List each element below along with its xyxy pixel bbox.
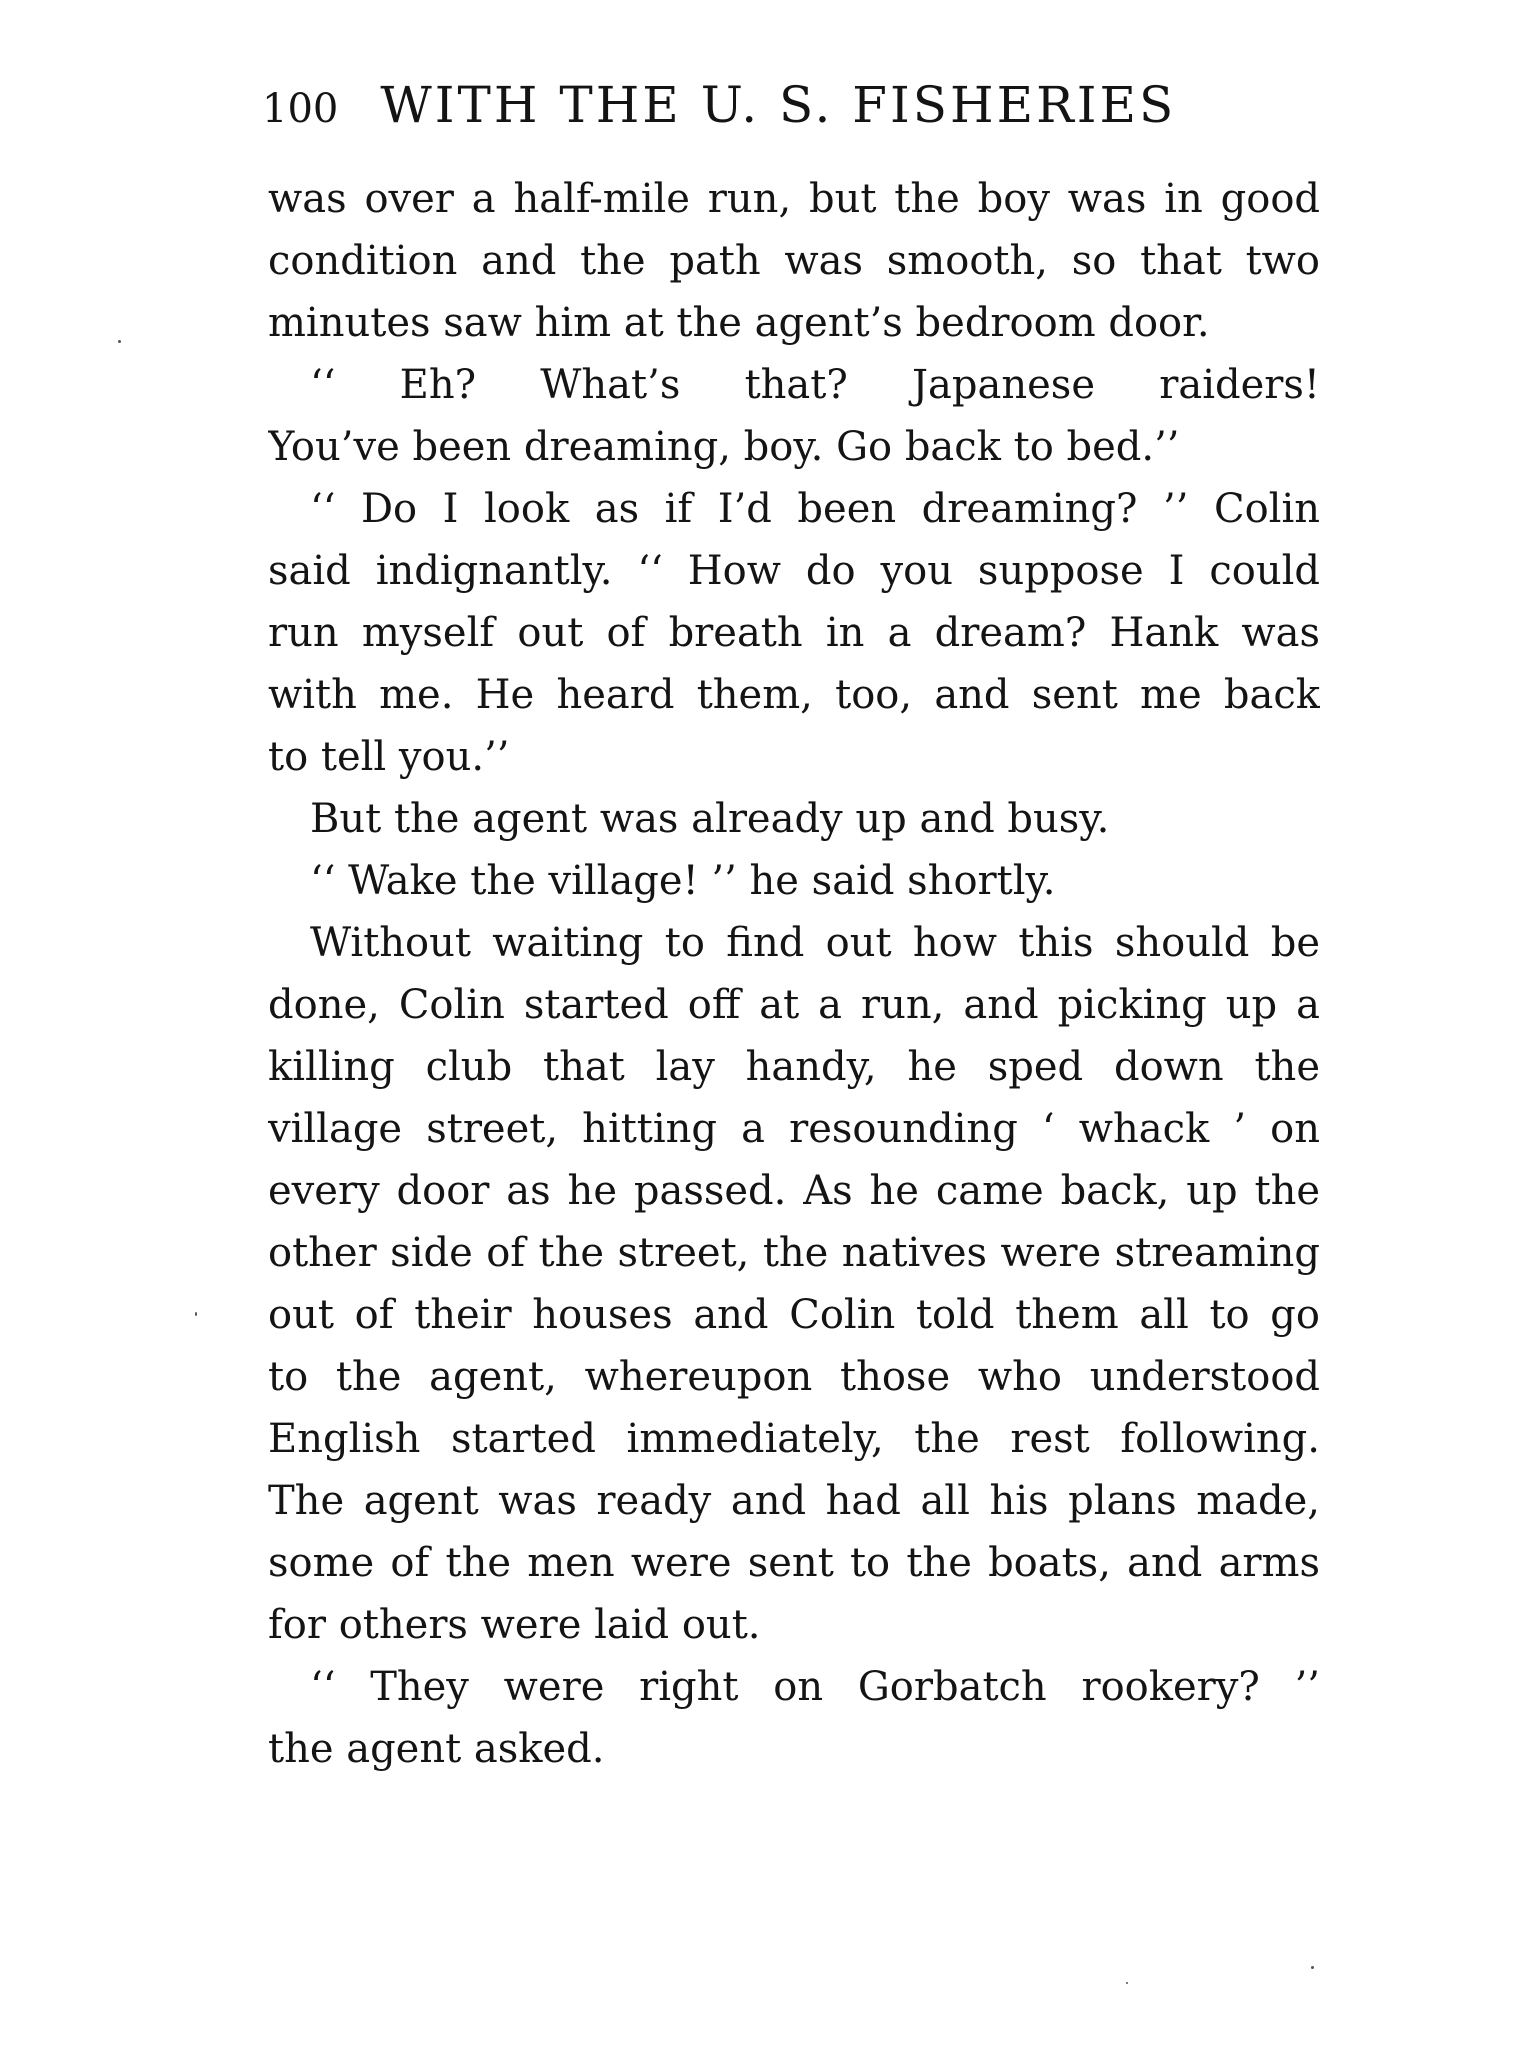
text-line: run myself out of breath in a dream? Hank was xyxy=(268,610,1320,656)
page-number: 100 xyxy=(262,86,339,132)
paper-speck xyxy=(118,340,121,343)
text-line: killing club that lay handy, he sped down the xyxy=(268,1044,1320,1090)
text-line: other side of the street, the natives were streaming xyxy=(268,1230,1320,1276)
text-line: to tell you.’’ xyxy=(268,734,510,780)
body-text xyxy=(268,168,1320,1780)
text-line: the agent asked. xyxy=(268,1726,605,1772)
text-line: every door as he passed. As he came back, up the xyxy=(268,1168,1320,1214)
paper-speck xyxy=(195,1312,197,1316)
text-line: condition and the path was smooth, so that two xyxy=(268,238,1320,284)
text-line: out of their houses and Colin told them all to go xyxy=(268,1292,1320,1338)
text-line: Without waiting to find out how this should be xyxy=(310,920,1320,966)
text-line: You’ve been dreaming, boy. Go back to bed.’’ xyxy=(268,424,1180,470)
text-line: done, Colin started off at a run, and picking up a xyxy=(268,982,1320,1028)
text-line: ‘‘ Eh? What’s that? Japanese raiders! xyxy=(310,362,1320,408)
text-line: ‘‘ They were right on Gorbatch rookery? ’’ xyxy=(310,1664,1320,1710)
text-line: minutes saw him at the agent’s bedroom door. xyxy=(268,300,1210,346)
paper-speck xyxy=(1311,1966,1314,1969)
text-line: The agent was ready and had all his plans made, xyxy=(268,1478,1320,1524)
text-line: said indignantly. ‘‘ How do you suppose I could xyxy=(268,548,1320,594)
text-line: to the agent, whereupon those who understood xyxy=(268,1354,1320,1400)
text-line: ‘‘ Wake the village! ’’ he said shortly. xyxy=(310,858,1056,904)
text-line: But the agent was already up and busy. xyxy=(310,796,1110,842)
text-line: ‘‘ Do I look as if I’d been dreaming? ’’ Colin xyxy=(310,486,1320,532)
text-line: for others were laid out. xyxy=(268,1602,761,1648)
text-line: some of the men were sent to the boats, and arms xyxy=(268,1540,1320,1586)
text-line: English started immediately, the rest following. xyxy=(268,1416,1320,1462)
running-header xyxy=(262,76,1312,146)
text-line: village street, hitting a resounding ‘ whack ’ on xyxy=(268,1106,1320,1152)
text-line: with me. He heard them, too, and sent me back xyxy=(268,672,1320,718)
paper-speck xyxy=(1126,1982,1128,1984)
text-line: was over a half-mile run, but the boy was in good xyxy=(268,176,1320,222)
running-title: WITH THE U. S. FISHERIES xyxy=(380,76,1177,134)
